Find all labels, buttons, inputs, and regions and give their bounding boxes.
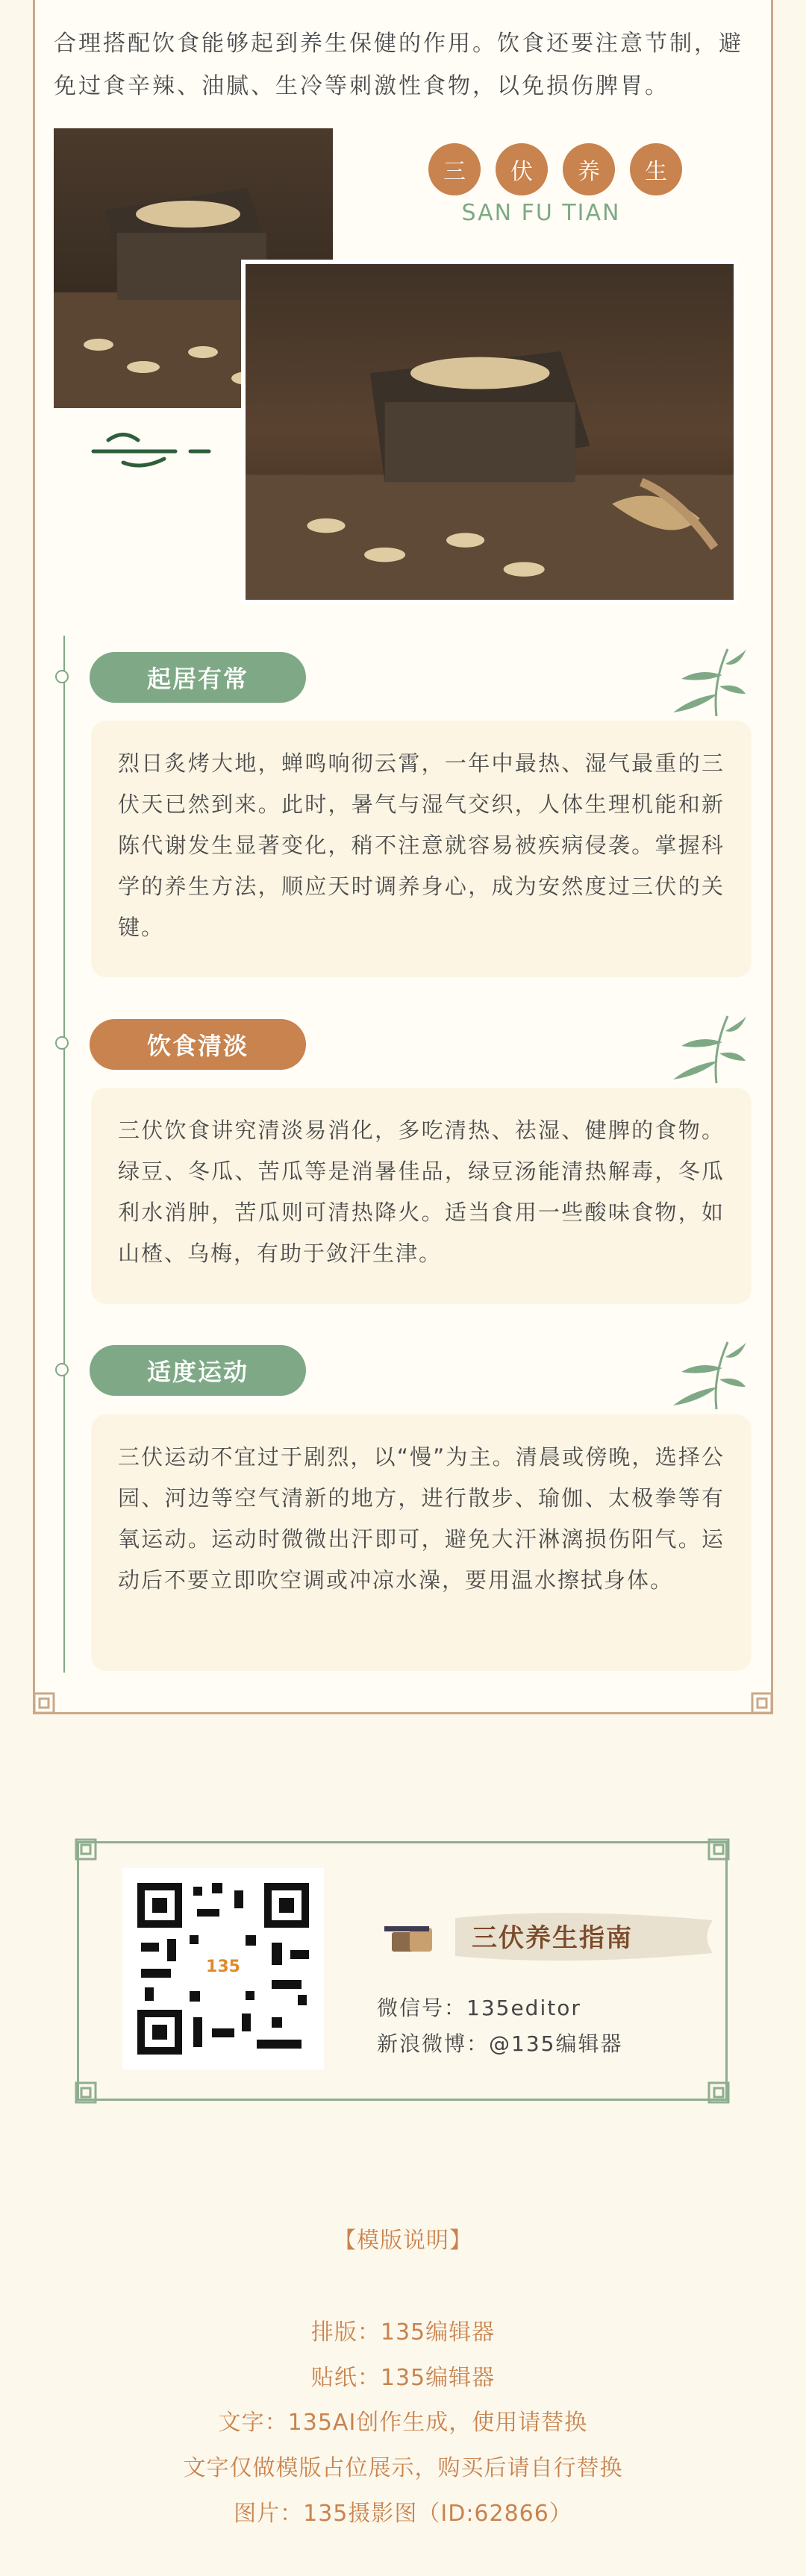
frame-corner-ornament xyxy=(33,1692,55,1714)
section-card xyxy=(91,721,752,977)
qr-code[interactable] xyxy=(122,1868,324,2069)
section-card xyxy=(91,1088,752,1304)
timeline-node xyxy=(55,1363,69,1376)
intro-paragraph: 合理搭配饮食能够起到养生保健的作用。饮食还要注意节制，避免过食辛辣、油腻、生冷等刺激性食物，以免损伤脾胃。 xyxy=(54,31,743,99)
bamboo-icon xyxy=(664,1012,746,1087)
section-body: 三伏运动不宜过于剧烈，以“慢”为主。清晨或傍晚，选择公园、河边等空气清新的地方，进行散步、瑜伽、太极拳等有氧运动。运动时微微出汗即可，避免大汗淋漓损伤阳气。运动后不要立即吹空调或冲凉水澡，要用温水擦拭身体。 xyxy=(118,1444,725,1593)
timeline-node xyxy=(55,1036,69,1050)
template-note-line: 图片：135摄影图（ID:62866） xyxy=(234,2501,572,2527)
cloud-ornament xyxy=(86,422,213,474)
section-body: 三伏饮食讲究清淡易消化，多吃清热、祛湿、健脾的食物。绿豆、冬瓜、苦瓜等是消暑佳品，绿豆汤能清热解毒，冬瓜利水消肿，苦瓜则可清热降火。适当食用一些酸味食物，如山楂、乌梅，有助于敛汗生津。 xyxy=(118,1118,725,1266)
timeline-line xyxy=(63,636,65,1673)
bamboo-icon xyxy=(664,645,746,720)
section-body: 烈日炙烤大地，蝉鸣响彻云霄，一年中最热、湿气最重的三伏天已然到来。此时，暑气与湿气交织，人体生理机能和新陈代谢发生显著变化，稍不注意就容易被疾病侵袭。掌握科学的养生方法，顺应天时调养身心，成为安然度过三伏的关键。 xyxy=(118,750,725,940)
title-characters xyxy=(428,143,682,195)
section-card xyxy=(91,1414,752,1671)
frame-corner-ornament xyxy=(751,1692,773,1714)
section-title-pill: 饮食清淡 xyxy=(90,1019,306,1070)
title-pinyin: SAN FU TIAN xyxy=(461,200,621,226)
brand-title: 三伏养生指南 xyxy=(472,1923,633,1953)
template-note-line: 文字仅做模版占位展示，购买后请自行替换 xyxy=(183,2455,623,2481)
template-note-line: 文字：135AI创作生成，使用请替换 xyxy=(218,2410,588,2436)
template-note-line: 贴纸：135编辑器 xyxy=(310,2365,496,2391)
herb-box-photo-large xyxy=(241,260,738,604)
follow-corner-ornament xyxy=(75,2081,97,2104)
wechat-id: 微信号：135editor xyxy=(377,1996,581,2020)
title-character: 三 xyxy=(428,143,481,195)
section-title-pill: 适度运动 xyxy=(90,1345,306,1396)
title-character: 伏 xyxy=(496,143,548,195)
weibo-id: 新浪微博：@135编辑器 xyxy=(377,2031,623,2056)
title-character: 生 xyxy=(630,143,682,195)
bamboo-icon xyxy=(664,1338,746,1413)
follow-corner-ornament xyxy=(707,2081,730,2104)
timeline-node xyxy=(55,670,69,683)
follow-corner-ornament xyxy=(707,1838,730,1861)
template-notes-heading: 【模版说明】 xyxy=(334,2228,472,2254)
title-character: 养 xyxy=(563,143,615,195)
template-note-line: 排版：135编辑器 xyxy=(310,2319,496,2345)
qr-center-label: 135 xyxy=(206,1958,240,1976)
section-title-pill: 起居有常 xyxy=(90,652,306,703)
follow-corner-ornament xyxy=(75,1838,97,1861)
